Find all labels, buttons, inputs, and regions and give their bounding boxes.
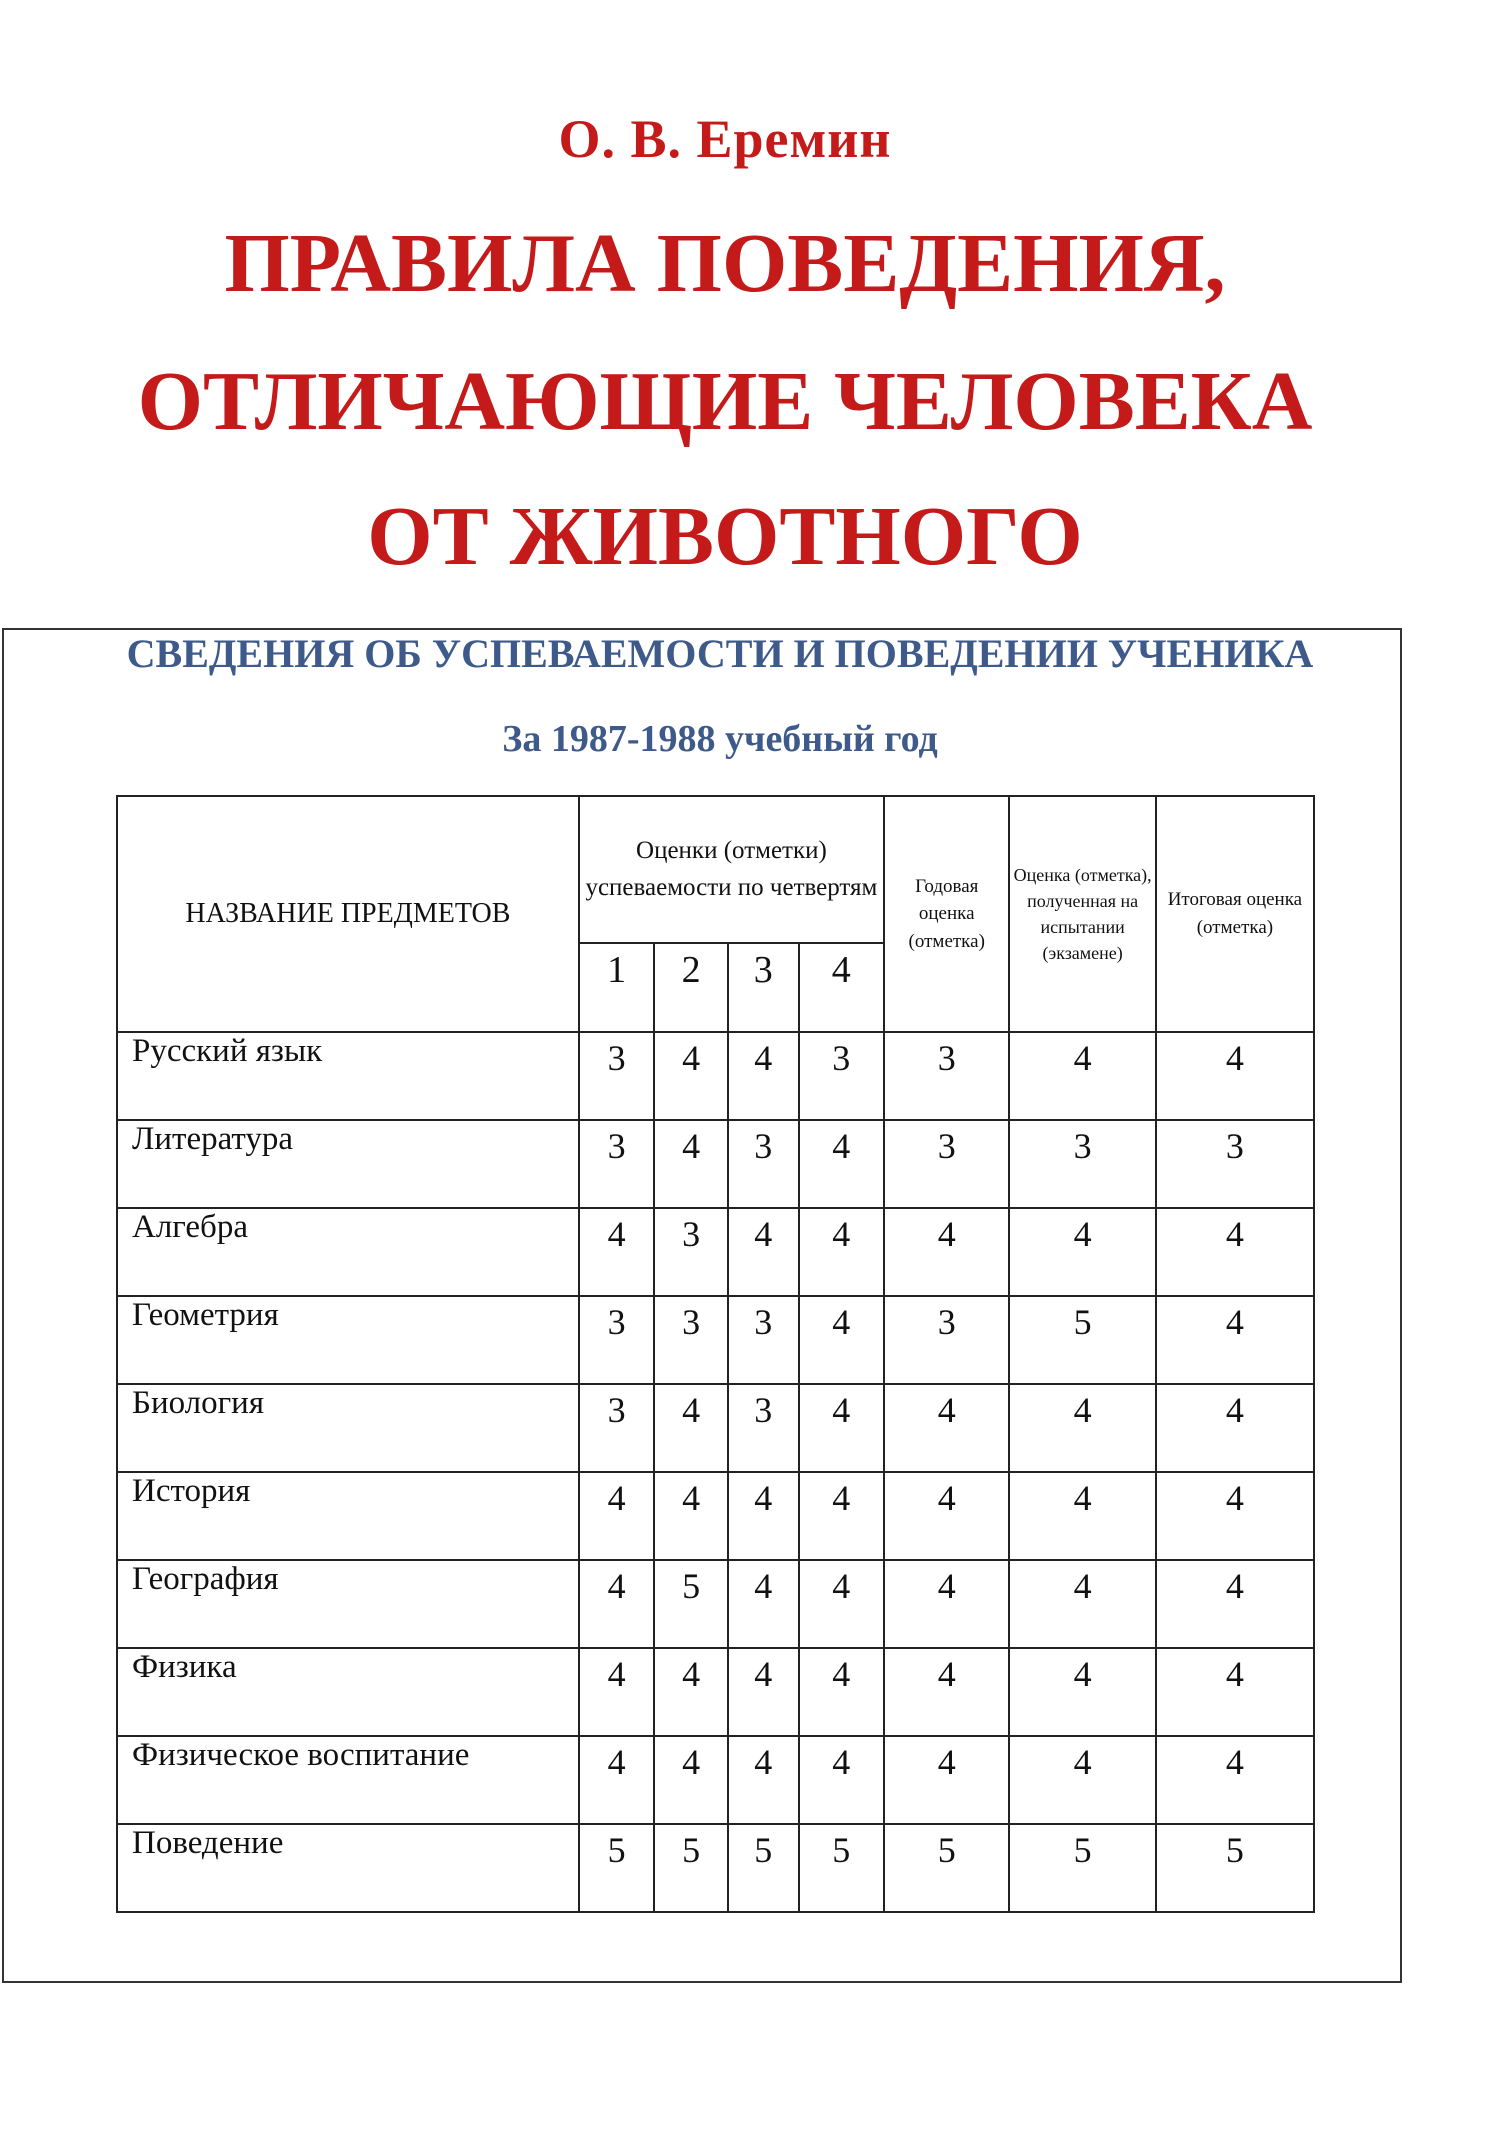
- exam-grade: 4: [1009, 1032, 1155, 1120]
- quarter-1-grade: 4: [579, 1560, 655, 1648]
- quarter-4-grade: 4: [799, 1120, 884, 1208]
- quarter-1-grade: 5: [579, 1824, 655, 1912]
- quarter-2-grade: 4: [654, 1120, 728, 1208]
- exam-grade: 4: [1009, 1560, 1155, 1648]
- table-row: [117, 1736, 1314, 1824]
- exam-grade: 4: [1009, 1648, 1155, 1736]
- quarter-4-grade: 4: [799, 1560, 884, 1648]
- report-school-year: За 1987-1988 учебный год: [502, 718, 938, 760]
- quarter-4-grade: 4: [799, 1208, 884, 1296]
- book-title-line-1: ПРАВИЛА ПОВЕДЕНИЯ,: [224, 217, 1226, 310]
- subject-name: Поведение: [117, 1824, 579, 1912]
- final-grade: 4: [1156, 1472, 1314, 1560]
- annual-grade: 3: [884, 1296, 1009, 1384]
- table-row: [117, 1032, 1314, 1120]
- annual-grade: 4: [884, 1472, 1009, 1560]
- quarter-3-grade: 4: [728, 1560, 799, 1648]
- quarter-2-grade: 4: [654, 1032, 728, 1120]
- quarter-4-grade: 3: [799, 1032, 884, 1120]
- quarter-1-grade: 3: [579, 1032, 655, 1120]
- quarter-4-grade: 4: [799, 1296, 884, 1384]
- exam-grade: 4: [1009, 1208, 1155, 1296]
- table-row: [117, 1208, 1314, 1296]
- quarter-3-grade: 4: [728, 1472, 799, 1560]
- header-quarter-2: 2: [654, 943, 728, 1032]
- subject-name: Русский язык: [117, 1032, 579, 1120]
- table-row: [117, 1560, 1314, 1648]
- subject-name: Геометрия: [117, 1296, 579, 1384]
- exam-grade: 5: [1009, 1824, 1155, 1912]
- quarter-3-grade: 4: [728, 1736, 799, 1824]
- final-grade: 4: [1156, 1208, 1314, 1296]
- table-row: [117, 1648, 1314, 1736]
- quarter-1-grade: 4: [579, 1472, 655, 1560]
- final-grade: 4: [1156, 1648, 1314, 1736]
- final-grade: 4: [1156, 1032, 1314, 1120]
- grades-table: [116, 795, 1315, 1913]
- report-title: СВЕДЕНИЯ ОБ УСПЕВАЕМОСТИ И ПОВЕДЕНИИ УЧЕНИКА: [126, 631, 1314, 676]
- final-grade: 4: [1156, 1384, 1314, 1472]
- annual-grade: 4: [884, 1208, 1009, 1296]
- annual-grade: 5: [884, 1824, 1009, 1912]
- header-quarter-1: 1: [579, 943, 655, 1032]
- quarter-4-grade: 4: [799, 1384, 884, 1472]
- subject-name: Литература: [117, 1120, 579, 1208]
- subject-name: История: [117, 1472, 579, 1560]
- subject-name: Физика: [117, 1648, 579, 1736]
- final-grade: 4: [1156, 1736, 1314, 1824]
- quarter-2-grade: 5: [654, 1560, 728, 1648]
- header-exam: Оценка (отметка), полученная на испытании (экзамене): [1009, 796, 1155, 1032]
- quarter-1-grade: 4: [579, 1208, 655, 1296]
- header-quarter-4: 4: [799, 943, 884, 1032]
- quarter-2-grade: 4: [654, 1648, 728, 1736]
- subject-name: Физическое воспитание: [117, 1736, 579, 1824]
- annual-grade: 4: [884, 1560, 1009, 1648]
- header-quarter-3: 3: [728, 943, 799, 1032]
- table-row: [117, 1472, 1314, 1560]
- final-grade: 4: [1156, 1296, 1314, 1384]
- subject-name: Алгебра: [117, 1208, 579, 1296]
- quarter-1-grade: 4: [579, 1648, 655, 1736]
- quarter-4-grade: 4: [799, 1648, 884, 1736]
- quarter-2-grade: 3: [654, 1296, 728, 1384]
- subject-name: Биология: [117, 1384, 579, 1472]
- quarter-1-grade: 4: [579, 1736, 655, 1824]
- annual-grade: 3: [884, 1120, 1009, 1208]
- quarter-3-grade: 3: [728, 1384, 799, 1472]
- quarter-1-grade: 3: [579, 1384, 655, 1472]
- exam-grade: 4: [1009, 1384, 1155, 1472]
- header-final: Итоговая оценка (отметка): [1156, 796, 1314, 1032]
- annual-grade: 4: [884, 1648, 1009, 1736]
- quarter-3-grade: 4: [728, 1032, 799, 1120]
- quarter-2-grade: 3: [654, 1208, 728, 1296]
- header-annual: Годовая оценка (отметка): [884, 796, 1009, 1032]
- annual-grade: 4: [884, 1384, 1009, 1472]
- quarter-1-grade: 3: [579, 1296, 655, 1384]
- exam-grade: 4: [1009, 1472, 1155, 1560]
- table-row: [117, 1296, 1314, 1384]
- quarter-3-grade: 4: [728, 1208, 799, 1296]
- header-quarters: Оценки (отметки) успеваемости по четвертям: [579, 796, 884, 943]
- subject-name: География: [117, 1560, 579, 1648]
- table-row: [117, 1384, 1314, 1472]
- book-title-line-2: ОТЛИЧАЮЩИЕ ЧЕЛОВЕКА: [137, 355, 1313, 448]
- quarter-3-grade: 3: [728, 1120, 799, 1208]
- exam-grade: 3: [1009, 1120, 1155, 1208]
- annual-grade: 3: [884, 1032, 1009, 1120]
- quarter-3-grade: 4: [728, 1648, 799, 1736]
- table-header-row: [117, 796, 1314, 943]
- quarter-1-grade: 3: [579, 1120, 655, 1208]
- table-row: [117, 1824, 1314, 1912]
- quarter-4-grade: 5: [799, 1824, 884, 1912]
- author-name: О. В. Еремин: [558, 109, 892, 169]
- header-subject: НАЗВАНИЕ ПРЕДМЕТОВ: [117, 796, 579, 1032]
- quarter-3-grade: 3: [728, 1296, 799, 1384]
- quarter-4-grade: 4: [799, 1472, 884, 1560]
- quarter-3-grade: 5: [728, 1824, 799, 1912]
- quarter-2-grade: 4: [654, 1472, 728, 1560]
- quarter-2-grade: 4: [654, 1736, 728, 1824]
- quarter-2-grade: 4: [654, 1384, 728, 1472]
- final-grade: 4: [1156, 1560, 1314, 1648]
- annual-grade: 4: [884, 1736, 1009, 1824]
- final-grade: 3: [1156, 1120, 1314, 1208]
- book-title-line-3: ОТ ЖИВОТНОГО: [367, 490, 1083, 583]
- exam-grade: 4: [1009, 1736, 1155, 1824]
- quarter-4-grade: 4: [799, 1736, 884, 1824]
- table-row: [117, 1120, 1314, 1208]
- exam-grade: 5: [1009, 1296, 1155, 1384]
- quarter-2-grade: 5: [654, 1824, 728, 1912]
- final-grade: 5: [1156, 1824, 1314, 1912]
